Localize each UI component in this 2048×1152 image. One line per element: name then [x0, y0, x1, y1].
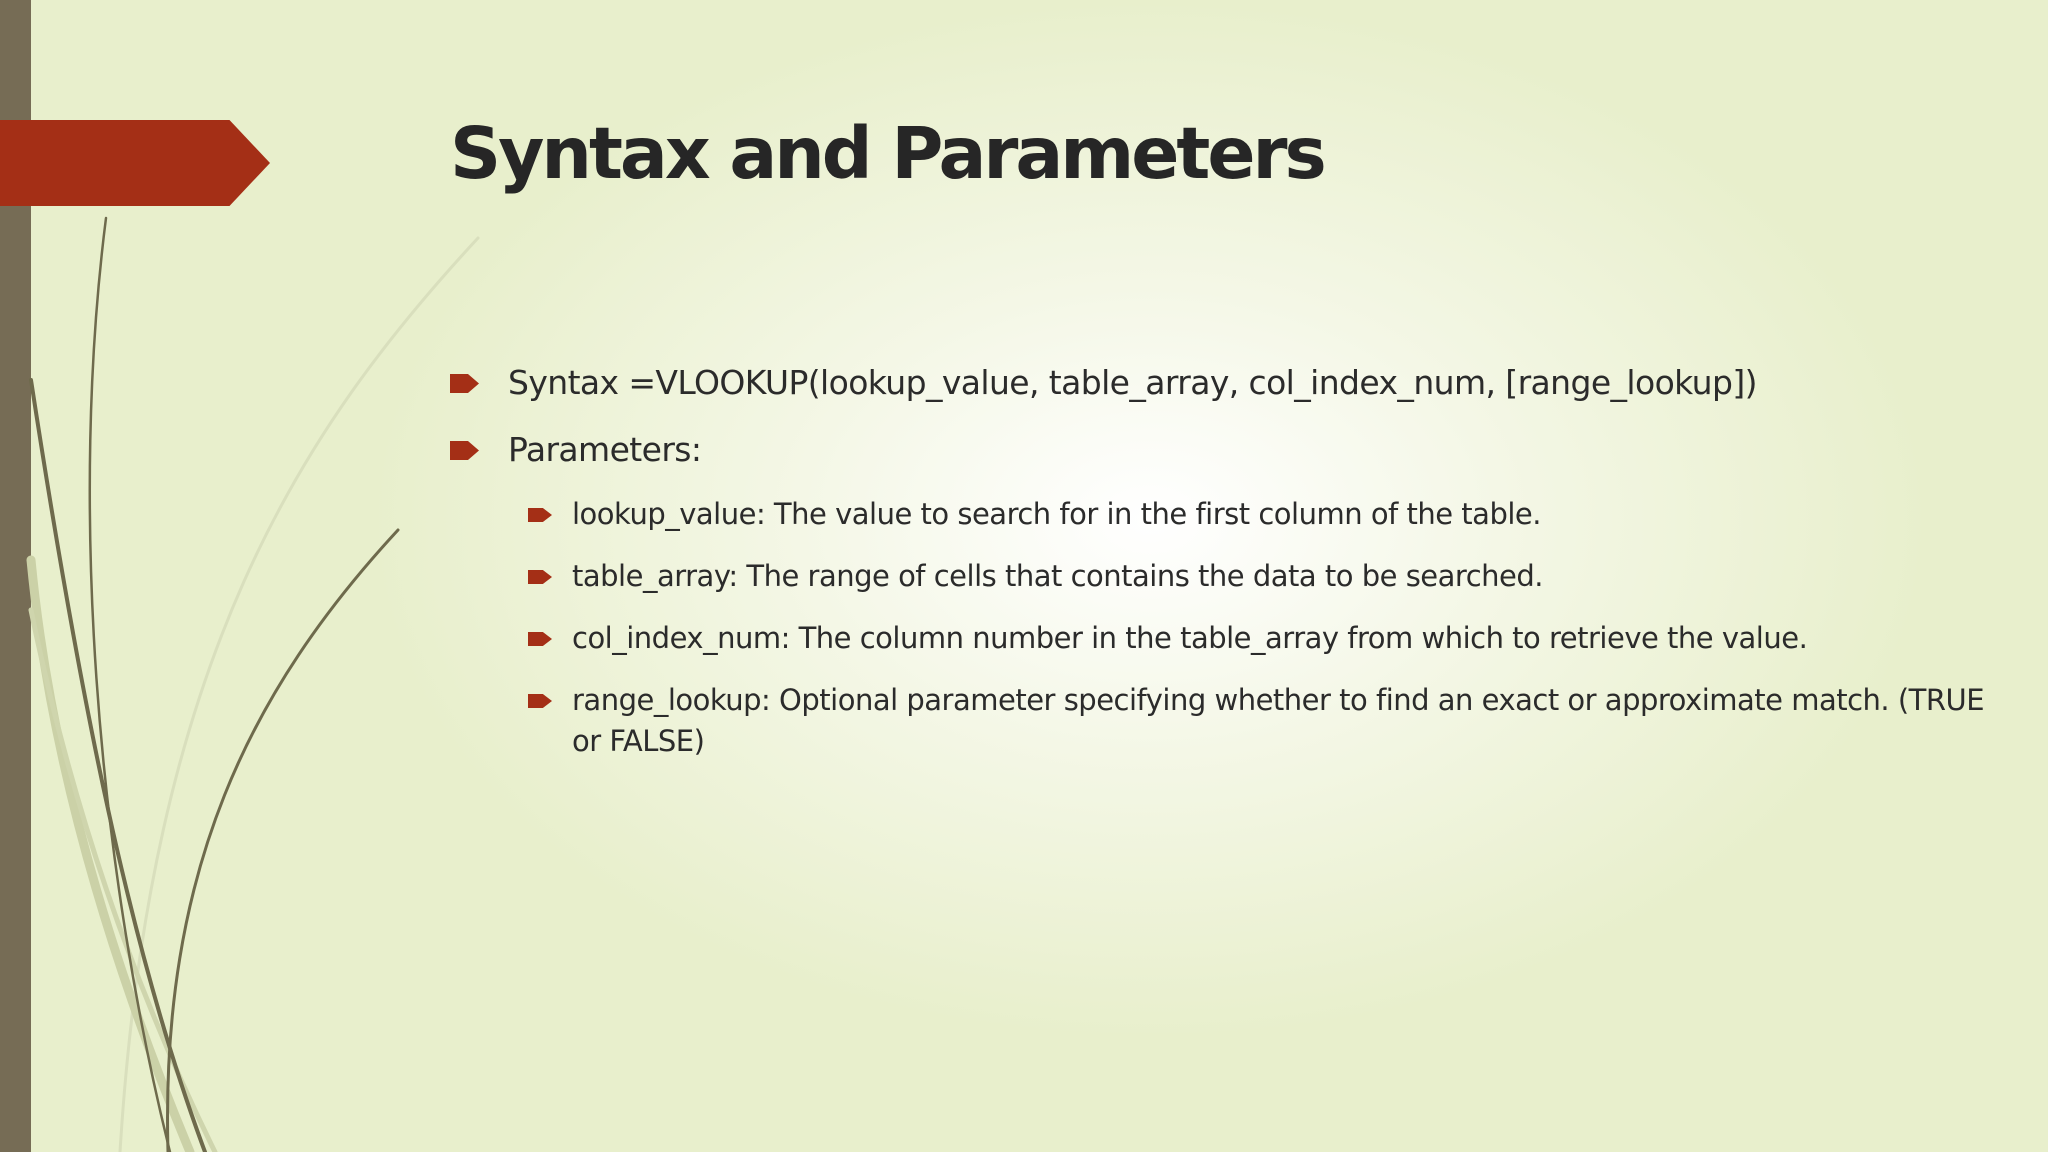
sub-bullet-text: lookup_value: The value to search for in the first column of the table.: [572, 497, 1541, 531]
sub-bullet-range-lookup: [528, 680, 2010, 762]
bullet-parameters: [450, 427, 2010, 473]
bullet-syntax: [450, 360, 2010, 406]
title-accent-arrow: [0, 120, 270, 206]
bullet-list: [450, 360, 2010, 783]
arrow-bullet-icon: [450, 374, 479, 393]
slide-title: Syntax and Parameters: [450, 112, 1324, 195]
arrow-bullet-icon: [450, 441, 479, 460]
arrow-bullet-icon: [528, 694, 552, 708]
arrow-bullet-icon: [528, 508, 552, 522]
sub-bullet-lookup-value: [528, 494, 2010, 535]
sub-bullet-table-array: [528, 556, 2010, 597]
sub-bullet-col-index-num: [528, 618, 2010, 659]
bullet-text: Parameters:: [508, 430, 702, 469]
arrow-bullet-icon: [528, 632, 552, 646]
bullet-text: Syntax =VLOOKUP(lookup_value, table_array, col_index_num, [range_lookup]): [508, 363, 1757, 402]
sub-bullet-text: table_array: The range of cells that contains the data to be searched.: [572, 559, 1543, 593]
arrow-bullet-icon: [528, 570, 552, 584]
sub-bullet-text: col_index_num: The column number in the table_array from which to retrieve the value.: [572, 621, 1808, 655]
sub-bullet-text: range_lookup: Optional parameter specifying whether to find an exact or approximate match. (TRUE or FALSE): [572, 683, 1985, 758]
